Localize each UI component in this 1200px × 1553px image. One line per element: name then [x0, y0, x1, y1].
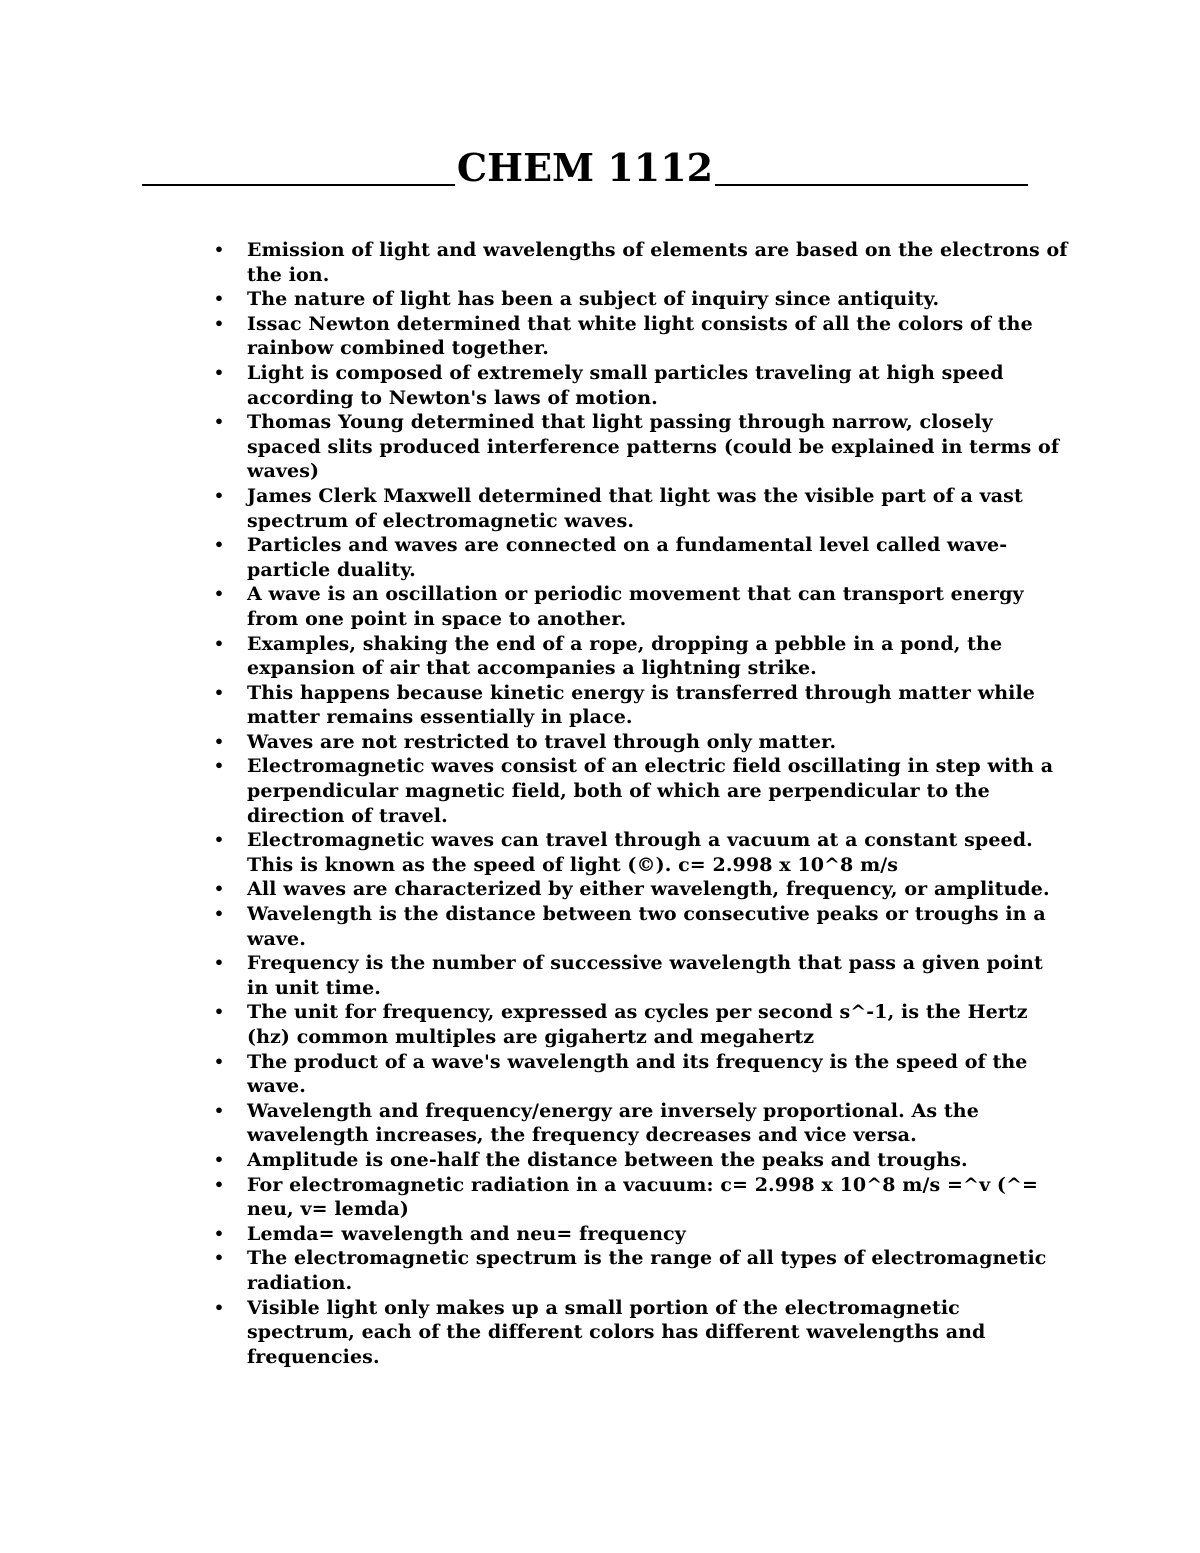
list-item-text: A wave is an oscillation or periodic movement that can transport energy from one point in space to another. [247, 583, 1024, 630]
list-item-text: Emission of light and wavelengths of elements are based on the electrons of the ion. [247, 239, 1068, 286]
list-item [209, 632, 1069, 681]
bullet-icon: • [213, 1297, 225, 1317]
bullet-icon: • [213, 535, 225, 555]
list-item-text: James Clerk Maxwell determined that light was the visible part of a vast spectrum of electromagnetic waves. [247, 484, 1023, 532]
bullet-icon: • [213, 1149, 225, 1169]
list-item-text: The nature of light has been a subject of inquiry since antiquity. [247, 288, 940, 311]
list-item-text: Thomas Young determined that light passing through narrow, closely spaced slits produced interference patterns (could be explained in terms of waves) [247, 411, 1060, 483]
list-item [209, 1000, 1069, 1049]
list-item [209, 1148, 1069, 1173]
bullet-icon: • [213, 731, 225, 751]
list-item [209, 1173, 1069, 1222]
bullet-icon: • [213, 313, 225, 333]
list-item [209, 361, 1069, 410]
list-item [209, 533, 1069, 582]
list-item [209, 410, 1069, 484]
list-item [209, 287, 1069, 312]
title-underline-left [142, 184, 455, 186]
list-item-text: Electromagnetic waves consist of an electric field oscillating in step with a perpendicular magnetic field, both of which are perpendicular to the direction of travel. [247, 755, 1054, 827]
bullet-icon: • [213, 412, 225, 432]
bullet-icon: • [213, 904, 225, 924]
list-item [209, 681, 1069, 730]
list-item [209, 1099, 1069, 1148]
list-item [209, 1222, 1069, 1247]
list-item [209, 1246, 1069, 1295]
list-item-text: Wavelength is the distance between two consecutive peaks or troughs in a wave. [247, 903, 1046, 950]
list-item [209, 730, 1069, 755]
list-item-text: This happens because kinetic energy is transferred through matter while matter remains essentially in place. [247, 681, 1035, 729]
list-item [209, 754, 1069, 828]
list-item-text: Electromagnetic waves can travel through a vacuum at a constant speed. This is known as the speed of light (©). c= 2.998 x 10^8 m/s [247, 829, 1033, 876]
title-row [142, 140, 1028, 190]
bullet-icon: • [213, 240, 225, 259]
list-item-text: For electromagnetic radiation in a vacuum: c= 2.998 x 10^8 m/s =^v (^= neu, v= lemda) [247, 1173, 1039, 1221]
list-item [209, 902, 1069, 951]
page-title: CHEM 1112 [456, 145, 714, 190]
bullet-icon: • [213, 1248, 225, 1268]
bullet-icon: • [213, 289, 225, 309]
list-item-text: The electromagnetic spectrum is the range of all types of electromagnetic radiation. [247, 1247, 1047, 1294]
list-item-text: Visible light only makes up a small portion of the electromagnetic spectrum, each of the different colors has different wavelengths and frequencies. [247, 1296, 986, 1368]
list-item-text: Wavelength and frequency/energy are inversely proportional. As the wavelength increases, the frequency decreases and vice versa. [247, 1099, 979, 1147]
list-item [209, 238, 1069, 287]
bullet-icon: • [213, 1100, 225, 1120]
list-item [209, 1296, 1069, 1370]
bullet-icon: • [213, 879, 225, 899]
bullet-icon: • [213, 830, 225, 850]
list-item [209, 312, 1069, 361]
list-item [209, 582, 1069, 631]
list-item [209, 951, 1069, 1000]
list-item-text: Amplitude is one-half the distance between the peaks and troughs. [247, 1148, 968, 1171]
list-item [209, 484, 1069, 533]
bullet-icon: • [213, 1223, 225, 1243]
list-item-text: Examples, shaking the end of a rope, dropping a pebble in a pond, the expansion of air that accompanies a lightning strike. [247, 632, 1003, 680]
bullet-icon: • [213, 633, 225, 653]
list-item [209, 877, 1069, 902]
list-item-text: Particles and waves are connected on a fundamental level called wave-particle duality. [247, 534, 1008, 581]
list-item [209, 828, 1069, 877]
bullet-icon: • [213, 682, 225, 702]
list-item-text: Frequency is the number of successive wavelength that pass a given point in unit time. [247, 952, 1043, 999]
list-item-text: Lemda= wavelength and neu= frequency [247, 1222, 686, 1245]
bullet-icon: • [213, 485, 225, 505]
bullet-icon: • [213, 584, 225, 604]
bullet-icon: • [213, 953, 225, 973]
list-item-text: Light is composed of extremely small particles traveling at high speed according to Newton's laws of motion. [247, 361, 1004, 409]
list-item-text: Waves are not restricted to travel through only matter. [247, 730, 837, 753]
bullet-icon: • [213, 1002, 225, 1022]
list-item-text: All waves are characterized by either wavelength, frequency, or amplitude. [247, 878, 1050, 901]
notes-list [209, 238, 1069, 1369]
list-item-text: The unit for frequency, expressed as cycles per second s^-1, is the Hertz (hz) common multiples are gigahertz and megahertz [247, 1001, 1028, 1048]
list-item-text: The product of a wave's wavelength and its frequency is the speed of the wave. [247, 1050, 1028, 1098]
list-item-text: Issac Newton determined that white light consists of all the colors of the rainbow combined together. [247, 312, 1033, 360]
bullet-icon: • [213, 756, 225, 776]
title-underline-right [715, 184, 1028, 186]
bullet-icon: • [213, 362, 225, 382]
bullet-icon: • [213, 1174, 225, 1194]
bullet-icon: • [213, 1051, 225, 1071]
list-item [209, 1050, 1069, 1099]
